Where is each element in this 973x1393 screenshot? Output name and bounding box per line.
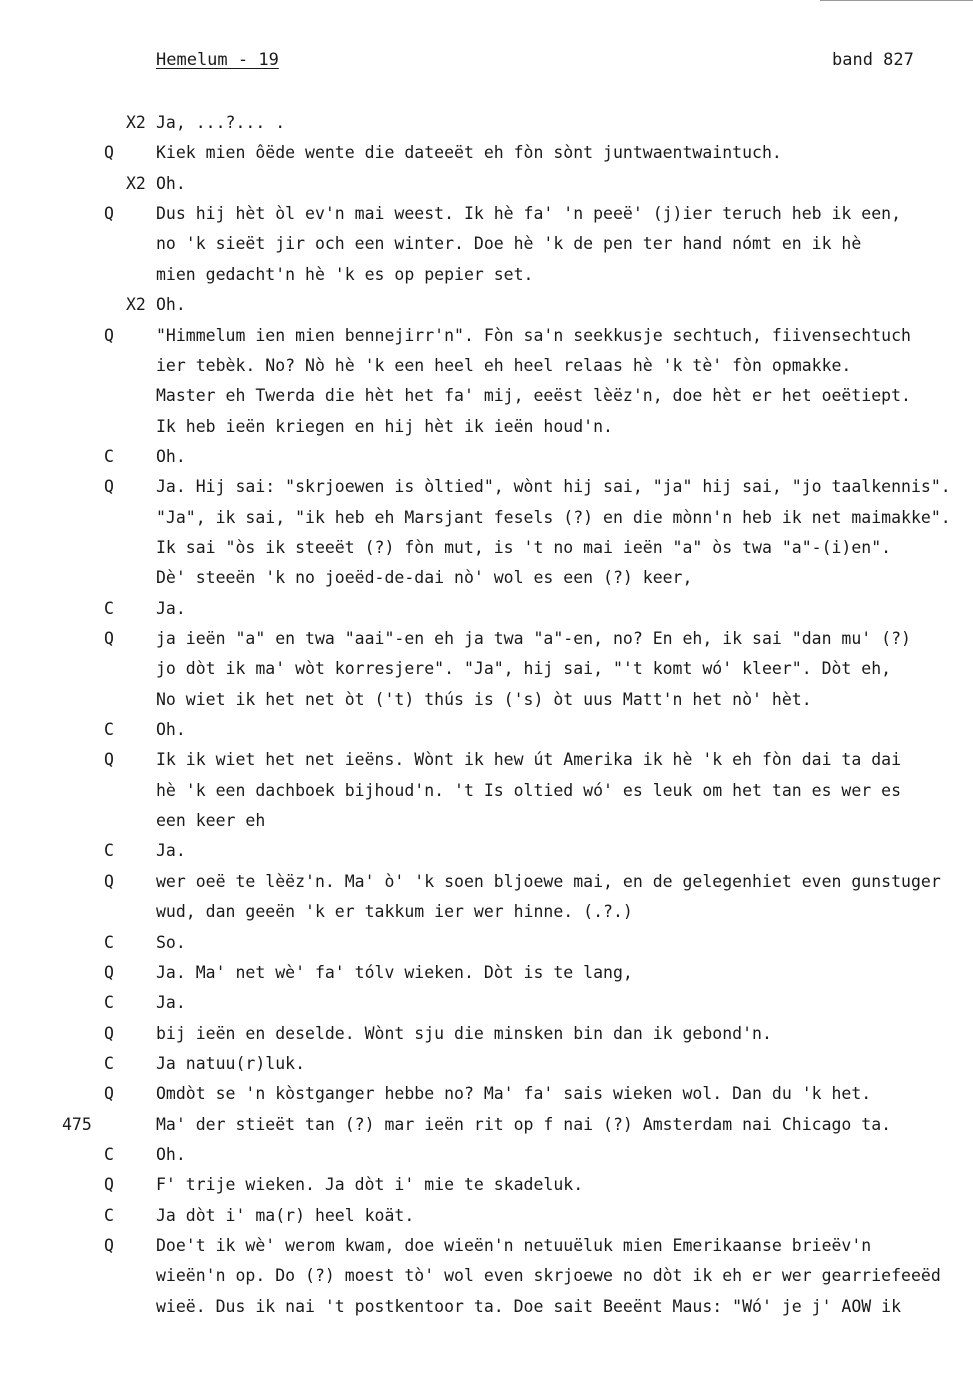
transcript-line <box>0 1295 973 1325</box>
line-text: No wiet ik het net òt ('t) thús is ('s) òt uus Matt'n het nò' hèt. <box>156 689 812 709</box>
transcript-line <box>0 232 973 262</box>
speaker-label: Q <box>104 1236 114 1255</box>
speaker-label: Q <box>104 962 114 982</box>
line-text: Ja, ...?... . <box>156 113 286 132</box>
line-text: Ik sai "òs ik steeët (?) fòn mut, is 't no mai ieën "a" òs twa "a"-(i)en". <box>156 537 892 557</box>
transcript-line <box>0 202 973 232</box>
line-text: no 'k sieët jir och een winter. Doe hè 'k de pen ter hand nómt en ik hè <box>156 234 862 254</box>
line-text: Oh. <box>156 720 186 739</box>
speaker-label: X2 <box>126 295 146 315</box>
transcript-line <box>0 1234 973 1264</box>
line-text: een keer eh <box>156 811 266 831</box>
line-text: Ik ik wiet het net ieëns. Wònt ik hew út Amerika ik hè 'k eh fòn dai ta dai <box>156 750 902 770</box>
speaker-label: Q <box>104 325 114 345</box>
line-text: wieë. Dus ik nai 't postkentoor ta. Doe sait Beeënt Maus: "Wó' je j' AOW ik <box>156 1296 902 1316</box>
transcript-line <box>0 779 973 809</box>
speaker-label: C <box>104 1205 114 1225</box>
transcript-line <box>0 566 973 596</box>
transcript-line <box>0 415 973 445</box>
line-text: "Ja", ik sai, "ik heb eh Marsjant fesels (?) en die mònn'n heb ik net maimakke". <box>156 507 951 527</box>
top-edge-line <box>820 0 973 1</box>
speaker-label: C <box>104 1144 114 1164</box>
line-text: ja ieën "a" en twa "aai"-en eh ja twa "a"-en, no? En eh, ik sai "dan mu' (?) <box>156 629 911 648</box>
transcript-line <box>0 445 973 475</box>
transcript-line <box>0 688 973 718</box>
transcript-line <box>0 536 973 566</box>
transcript-line <box>0 475 973 505</box>
speaker-label: X2 <box>126 173 146 193</box>
line-text: Master eh Twerda die hèt het fa' mij, eeëst lèëz'n, doe hèt er het oeëtiept. <box>156 386 911 406</box>
speaker-label: C <box>104 993 114 1013</box>
transcript-line <box>0 1082 973 1112</box>
speaker-label: Q <box>104 1175 114 1195</box>
line-text: Ja. <box>156 598 186 618</box>
line-text: Oh. <box>156 173 186 193</box>
speaker-label: Q <box>104 1023 114 1043</box>
speaker-label: Q <box>104 1084 114 1104</box>
line-text: Ma' der stieët tan (?) mar ieën rit op f nai (?) Amsterdam nai Chicago ta. <box>156 1114 892 1134</box>
transcript-line <box>0 1052 973 1082</box>
line-text: Doe't ik wè' werom kwam, doe wieën'n netuuëluk mien Emerikaanse brieëv'n <box>156 1236 872 1255</box>
transcript-line <box>0 384 973 414</box>
transcript-line <box>0 597 973 627</box>
line-text: bij ieën en deselde. Wònt sju die minsken bin dan ik gebond'n. <box>156 1023 772 1043</box>
speaker-label: Q <box>104 750 114 770</box>
transcript-line <box>0 1113 973 1143</box>
line-text: Oh. <box>156 1144 186 1164</box>
transcript-line <box>0 506 973 536</box>
speaker-label: Q <box>104 629 114 648</box>
transcript-line <box>0 141 973 171</box>
transcript-line <box>0 172 973 202</box>
line-text: Ja. Hij sai: "skrjoewen is òltied", wònt hij sai, "ja" hij sai, "jo taalkennis". <box>156 477 951 497</box>
line-text: jo dòt ik ma' wòt korresjere". "Ja", hij sai, "'t komt wó' kleer". Dòt eh, <box>156 659 892 679</box>
speaker-label: Q <box>104 143 114 163</box>
line-text: Ja dòt i' ma(r) heel koät. <box>156 1205 415 1225</box>
transcript-line <box>0 263 973 293</box>
transcript-line <box>0 354 973 384</box>
speaker-label: C <box>104 932 114 952</box>
line-text: Ja natuu(r)luk. <box>156 1053 306 1073</box>
line-text: Omdòt se 'n kòstganger hebbe no? Ma' fa' sais wieken wol. Dan du 'k het. <box>156 1084 872 1104</box>
transcript-line <box>0 718 973 748</box>
speaker-label: Q <box>104 204 114 224</box>
transcript-line <box>0 748 973 778</box>
line-text: F' trije wieken. Ja dòt i' mie te skadeluk. <box>156 1175 584 1195</box>
page-header-band: band 827 <box>832 50 914 70</box>
line-text: Ik heb ieën kriegen en hij hèt ik ieën houd'n. <box>156 416 613 436</box>
line-text: "Himmelum ien mien bennejirr'n". Fòn sa'n seekkusje sechtuch, fiivensechtuch <box>156 325 911 345</box>
transcript-line <box>0 1173 973 1203</box>
line-text: wud, dan geeën 'k er takkum ier wer hinne. (.?.) <box>156 902 633 922</box>
line-text: Dè' steeën 'k no joeëd-de-dai nò' wol es een (?) keer, <box>156 568 693 588</box>
transcript-line <box>0 1264 973 1294</box>
line-text: Ja. <box>156 841 186 861</box>
line-text: hè 'k een dachboek bijhoud'n. 't Is oltied wó' es leuk om het tan es wer es <box>156 780 902 800</box>
transcript-line <box>0 657 973 687</box>
transcript-line <box>0 839 973 869</box>
transcript-line <box>0 991 973 1021</box>
speaker-label: C <box>104 720 114 739</box>
line-text: mien gedacht'n hè 'k es op pepier set. <box>156 264 534 284</box>
line-text: wer oeë te lèëz'n. Ma' ò' 'k soen bljoewe mai, en de gelegenhiet even gunstuger <box>156 871 941 891</box>
line-text: wieën'n op. Do (?) moest tò' wol even skrjoewe no dòt ik eh er wer gearriefeeëd <box>156 1266 941 1286</box>
speaker-label: X2 <box>126 113 146 132</box>
transcript-line <box>0 1022 973 1052</box>
transcript-line <box>0 931 973 961</box>
transcript-line <box>0 627 973 657</box>
line-text: ier tebèk. No? Nò hè 'k een heel eh heel relaas hè 'k tè' fòn opmakke. <box>156 355 852 375</box>
transcript-line <box>0 961 973 991</box>
line-text: Ja. Ma' net wè' fa' tólv wieken. Dòt is te lang, <box>156 962 633 982</box>
speaker-label: C <box>104 1053 114 1073</box>
speaker-label: Q <box>104 477 114 497</box>
line-text: Oh. <box>156 446 186 466</box>
transcript-line <box>0 293 973 323</box>
line-number: 475 <box>62 1114 92 1134</box>
line-text: Dus hij hèt òl ev'n mai weest. Ik hè fa' 'n peeë' (j)ier teruch heb ik een, <box>156 204 902 224</box>
speaker-label: C <box>104 446 114 466</box>
line-text: Kiek mien ôëde wente die dateeët eh fòn sònt juntwaentwaintuch. <box>156 143 782 163</box>
transcript-line <box>0 870 973 900</box>
transcript-line <box>0 809 973 839</box>
page-header-title: Hemelum - 19 <box>156 50 279 70</box>
transcript-line <box>0 900 973 930</box>
speaker-label: C <box>104 598 114 618</box>
line-text: So. <box>156 932 186 952</box>
line-text: Ja. <box>156 993 186 1013</box>
speaker-label: C <box>104 841 114 861</box>
transcript-line <box>0 1204 973 1234</box>
transcript-line <box>0 324 973 354</box>
transcript-line <box>0 1143 973 1173</box>
speaker-label: Q <box>104 871 114 891</box>
transcript-line <box>0 111 973 141</box>
line-text: Oh. <box>156 295 186 315</box>
